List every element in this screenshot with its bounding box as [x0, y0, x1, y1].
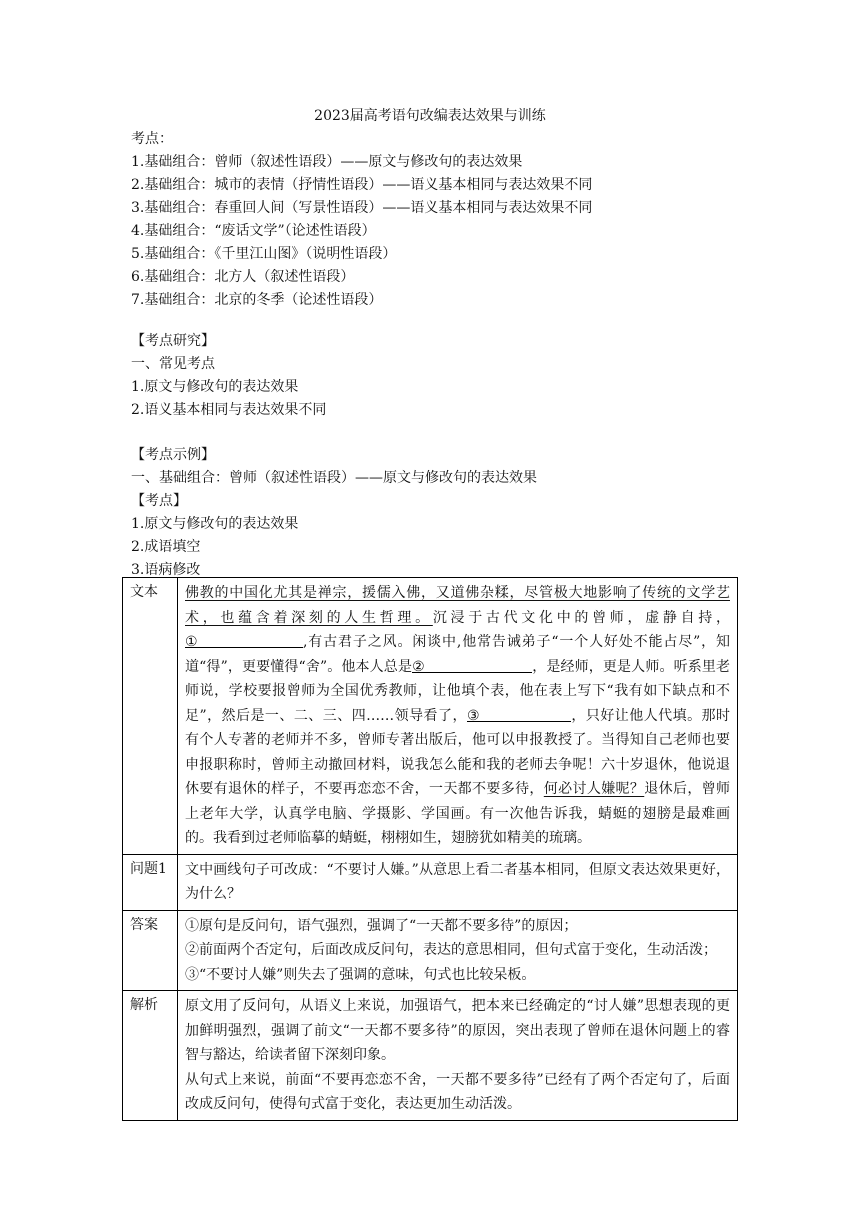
- answer-line: ①原句是反问句，语气强烈，强调了“一天都不要多待”的原因；: [185, 917, 578, 934]
- exam-points-heading: 考点：: [131, 131, 173, 147]
- exam-point-item: 2.基础组合：城市的表情（抒情性语段）——语义基本相同与表达效果不同: [131, 177, 593, 193]
- example-point-item: 3.语病修改: [131, 562, 201, 578]
- example-point-item: 2.成语填空: [131, 539, 201, 555]
- research-heading: 【考点研究】: [131, 333, 215, 349]
- example-points-heading: 【考点】: [131, 493, 187, 509]
- text-label: 文本: [123, 578, 178, 855]
- example-section: [131, 444, 751, 582]
- table-row: [123, 854, 738, 910]
- example-heading: 【考点示例】: [131, 447, 215, 463]
- analysis-line: 原文用了反问句，从语义上来说，加强语气，把本来已经确定的“讨人嫌”思想表现的更加鲜明强烈，强调了前文“一天都不要多待”的原因，突出表现了曾师在退休问题上的睿智与豁达，给读者留下深刻印象。: [185, 998, 730, 1063]
- blank-2[interactable]: ②: [412, 655, 532, 673]
- document-title: 2023届高考语句改编表达效果与训练: [314, 108, 546, 124]
- answer-text: [178, 910, 738, 991]
- analysis-label: 解析: [123, 991, 178, 1121]
- analysis-line: 从句式上来说，前面“不要再恋恋不舍，一天都不要多待”已经有了两个否定句了，后面改成反问句，使得句式富于变化，表达更加生动活泼。: [185, 1071, 730, 1112]
- answer-label: 答案: [123, 910, 178, 991]
- question-label: 问题1: [123, 854, 178, 910]
- passage-text: 佛教的中国化尤其是禅宗，援儒入佛，又道佛杂糅，尽管极大地影响了传统的文学艺术，也蕴含着深刻的人生哲理。沉浸于古代文化中的曾师，虚静自持，① ,有古君子之风。闲谈中,他常告诫弟子“一个人好处不能占尽”，知道“得”，更要懂得“舍”。他本人总是② ，是经师，更是人师。听系里老师说，学校要报曾师为全国优秀教师，让他填个表，他在表上写下“我有如下缺点和不足”，然后是一、二、三、四……领导看了，③ ，只好让他人代填。那时有个人专著的老师并不多，曾师专著出版后，他可以申报教授了。当得知自己老师也要申报职称时，曾师主动撤回材料，说我怎么能和我的老师去争呢！六十岁退休，他说退休要有退休的样子，不要再恋恋不舍，一天都不要多待，何必讨人嫌呢？退休后，曾师上老年大学，认真学电脑、学摄影、学国画。有一次他告诉我，蜻蜓的翅膀是最难画的。我看到过老师临摹的蜻蜓，栩栩如生，翅膀犹如精美的琉璃。: [178, 578, 738, 855]
- blank-1[interactable]: ①: [185, 630, 303, 648]
- exam-point-item: 6.基础组合：北方人（叙述性语段）: [131, 269, 355, 285]
- example-section-title: 一、基础组合：曾师（叙述性语段）——原文与修改句的表达效果: [131, 470, 537, 486]
- exam-point-item: 1.基础组合：曾师（叙述性语段）——原文与修改句的表达效果: [131, 154, 523, 170]
- research-item: 2.语义基本相同与表达效果不同: [131, 402, 327, 418]
- exam-point-item: 4.基础组合：“废话文学”（论述性语段）: [131, 223, 376, 239]
- table-row: [123, 578, 738, 855]
- table-row: [123, 910, 738, 991]
- exam-point-item: 7.基础组合：北京的冬季（论述性语段）: [131, 292, 383, 308]
- exam-point-item: 5.基础组合：《千里江山图》（说明性语段）: [131, 246, 397, 262]
- underlined-sentence-2: 何必讨人嫌呢？: [543, 781, 645, 797]
- exam-point-item: 3.基础组合：春重回人间（写景性语段）——语义基本相同与表达效果不同: [131, 200, 593, 216]
- exam-points-list: [131, 128, 751, 312]
- answer-line: ②前面两个否定句，后面改成反问句，表达的意思相同，但句式富于变化，生动活泼；: [185, 942, 717, 958]
- underlined-sentence-1: 佛教的中国化尤其是禅宗，援儒入佛，又道佛杂糅，尽管极大地影响了传统的文学艺术，也蕴含着深刻的人生哲理。: [185, 585, 730, 626]
- question-text: 文中画线句子可改成：“不要讨人嫌。”从意思上看二者基本相同，但原文表达效果更好，为什么？: [178, 854, 738, 910]
- research-subheading: 一、常见考点: [131, 356, 215, 372]
- answer-line: ③“不要讨人嫌”则失去了强调的意味，句式也比较呆板。: [185, 966, 536, 983]
- exercise-table: [122, 577, 738, 1121]
- blank-3[interactable]: ③: [467, 704, 571, 722]
- research-item: 1.原文与修改句的表达效果: [131, 379, 299, 395]
- table-row: [123, 991, 738, 1121]
- example-point-item: 1.原文与修改句的表达效果: [131, 516, 299, 532]
- research-section: [131, 330, 751, 422]
- analysis-text: [178, 991, 738, 1121]
